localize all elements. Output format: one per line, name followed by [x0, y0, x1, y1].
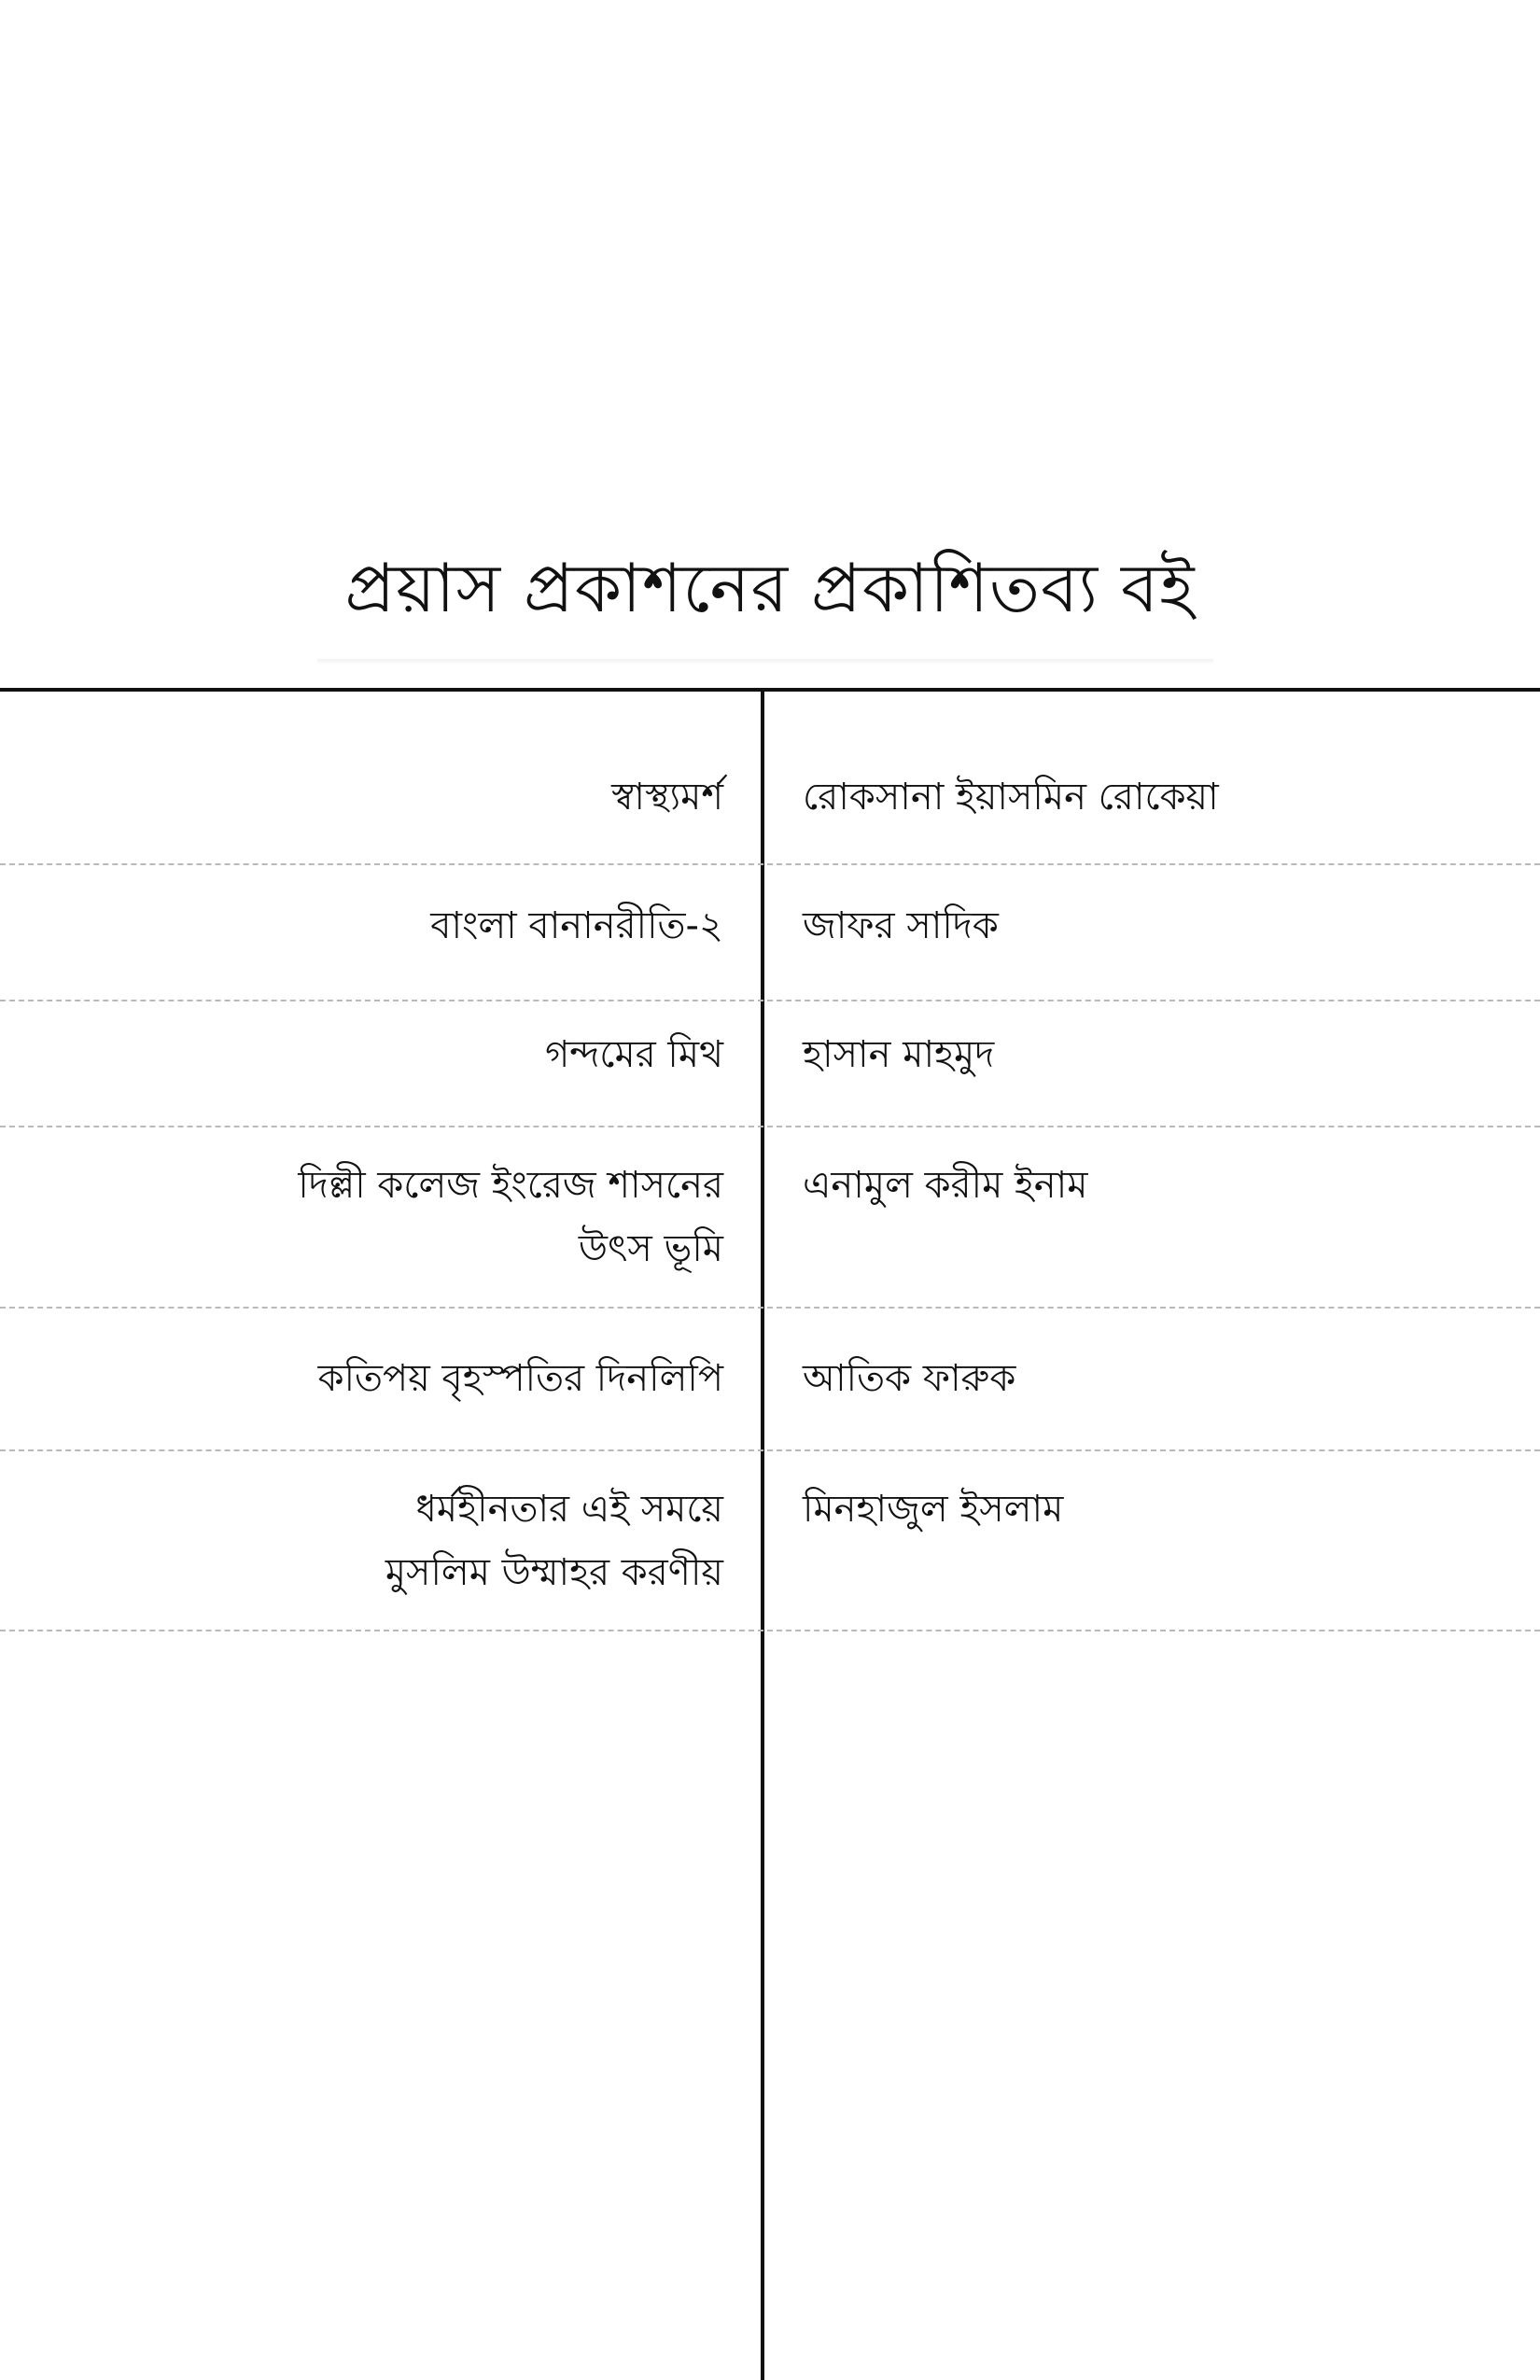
book-author: জাফর সাদিক — [803, 904, 999, 947]
row-divider — [0, 1000, 1540, 1001]
row-divider — [0, 1449, 1540, 1451]
book-title — [145, 1154, 723, 1281]
book-title-line: মুসলিম উম্মাহর করণীয় — [385, 1551, 723, 1594]
row-divider — [0, 1307, 1540, 1309]
page-title: প্রয়াস প্রকাশনের প্রকাশিতব্য বই — [344, 549, 1196, 627]
row-divider — [0, 863, 1540, 865]
row-divider — [0, 1126, 1540, 1127]
book-title — [145, 1023, 723, 1086]
book-author: এনামুল করীম ইনাম — [803, 1164, 1088, 1207]
book-author: রোকসানা ইয়াসমিন রোকেয়া — [803, 776, 1219, 819]
row-divider — [0, 1630, 1540, 1631]
book-title — [145, 1347, 723, 1410]
book-title-line: গন্দমের মিথ — [545, 1033, 723, 1076]
book-title-line: ধর্মহীনতার এই সময়ে — [415, 1488, 723, 1531]
book-title-line: দিল্লী কলেজ ইংরেজ শাসনের — [298, 1164, 723, 1207]
book-author: হাসান মাহমুদ — [803, 1033, 995, 1076]
book-title-line: কতিপয় বৃহস্পতির দিনলিপি — [317, 1357, 723, 1400]
book-author: মিনহাজুল ইসলাম — [803, 1488, 1064, 1531]
book-title — [145, 765, 723, 829]
book-title-line: উৎস ভূমি — [578, 1227, 723, 1270]
book-author: আতিক ফারুক — [803, 1357, 1016, 1400]
book-title-line: বাংলা বানানরীতি-২ — [430, 904, 723, 947]
book-title — [145, 894, 723, 958]
book-title-line: স্বাস্থ্যমর্শ — [611, 776, 723, 819]
book-title — [145, 1477, 723, 1604]
